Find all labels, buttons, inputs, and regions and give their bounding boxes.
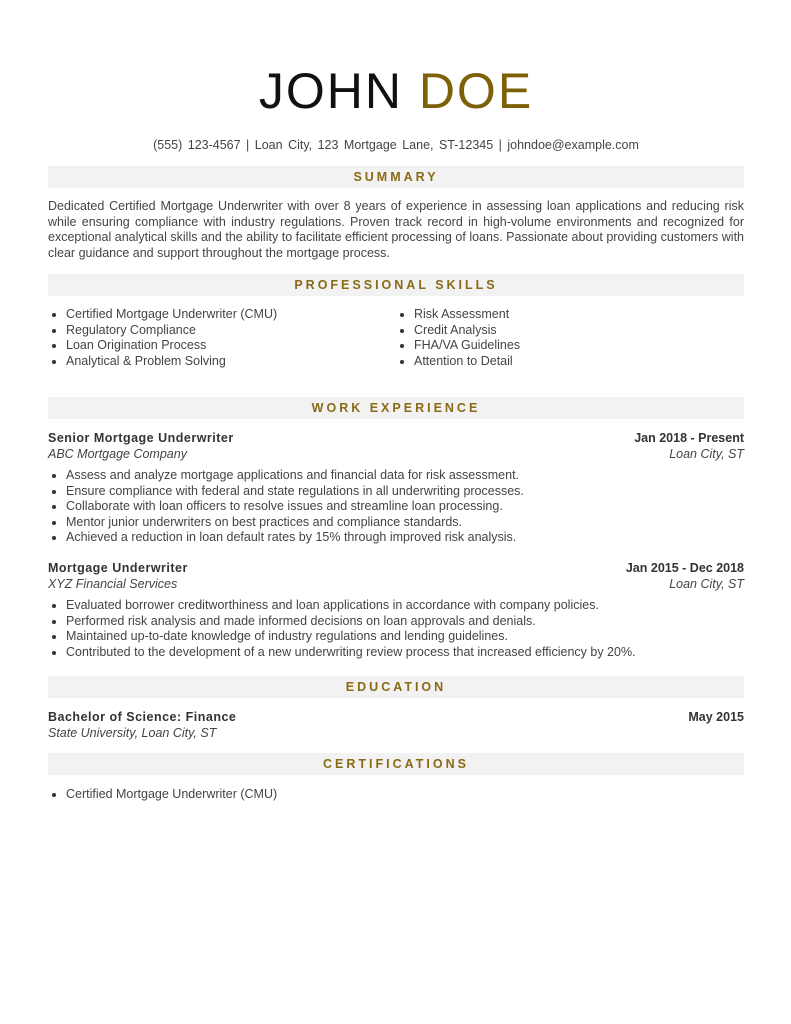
- skill-item: Credit Analysis: [396, 323, 736, 339]
- summary-text: Dedicated Certified Mortgage Underwriter with over 8 years of experience in assessing loan applications and reducing risk while ensuring compliance with industry regulations. Proven track record in high-volume environments and recognized for exceptional analytical skills and the ability to facilitate efficient processing of loans. Passionate about providing customers with clear guidance and support throughout the mortgage process.: [48, 199, 744, 260]
- section-heading-summary: SUMMARY: [48, 166, 744, 188]
- job-title: Mortgage Underwriter: [48, 561, 188, 575]
- job-header: [48, 431, 744, 462]
- skill-item: Certified Mortgage Underwriter (CMU): [48, 307, 388, 323]
- job-bullet: Performed risk analysis and made informed decisions on loan approvals and denials.: [48, 614, 744, 630]
- job-header: [48, 561, 744, 592]
- section-heading-certifications: CERTIFICATIONS: [48, 753, 744, 775]
- job-bullet: Assess and analyze mortgage applications and financial data for risk assessment.: [48, 468, 744, 484]
- job-bullet: Evaluated borrower creditworthiness and loan applications in accordance with company policies.: [48, 598, 744, 614]
- job-bullet: Mentor junior underwriters on best practices and compliance standards.: [48, 515, 744, 531]
- job-bullets: [48, 468, 744, 546]
- job-entry: [48, 561, 744, 660]
- job-dates: Jan 2018 - Present: [634, 431, 744, 445]
- job-dates: Jan 2015 - Dec 2018: [625, 561, 744, 575]
- job-entry: [48, 431, 744, 546]
- job-bullet: Collaborate with loan officers to resolve issues and streamline loan processing.: [48, 499, 744, 515]
- graduation-date: May 2015: [688, 710, 744, 724]
- candidate-name: [48, 62, 744, 120]
- education-header: [48, 710, 744, 741]
- education-entry: [48, 710, 744, 741]
- skill-item: Attention to Detail: [396, 354, 736, 370]
- section-heading-skills: PROFESSIONAL SKILLS: [48, 274, 744, 296]
- section-heading-experience: WORK EXPERIENCE: [48, 397, 744, 419]
- skill-item: FHA/VA Guidelines: [396, 338, 736, 354]
- skills-list-right: [396, 307, 736, 369]
- job-bullets: [48, 598, 744, 660]
- degree: Bachelor of Science: Finance: [48, 710, 237, 724]
- certifications-list: [48, 787, 744, 803]
- job-company: ABC Mortgage Company: [48, 446, 187, 461]
- last-name: DOE: [418, 63, 534, 119]
- first-name: JOHN: [258, 63, 403, 119]
- job-company: XYZ Financial Services: [48, 576, 178, 591]
- school: State University, Loan City, ST: [48, 725, 217, 740]
- contact-line: (555) 123-4567 | Loan City, 123 Mortgage Lane, ST-12345 | johndoe@example.com: [153, 138, 639, 152]
- skill-item: Risk Assessment: [396, 307, 736, 323]
- job-location: Loan City, ST: [669, 576, 744, 591]
- skill-item: Analytical & Problem Solving: [48, 354, 388, 370]
- skills-list-left: [48, 307, 388, 369]
- job-bullet: Contributed to the development of a new underwriting review process that increased efficiency by 20%.: [48, 645, 744, 661]
- job-bullet: Achieved a reduction in loan default rates by 15% through improved risk analysis.: [48, 530, 744, 546]
- section-heading-education: EDUCATION: [48, 676, 744, 698]
- job-location: Loan City, ST: [669, 446, 744, 461]
- job-title: Senior Mortgage Underwriter: [48, 431, 234, 445]
- skill-item: Loan Origination Process: [48, 338, 388, 354]
- certification-item: Certified Mortgage Underwriter (CMU): [48, 787, 744, 803]
- job-bullet: Ensure compliance with federal and state regulations in all underwriting processes.: [48, 484, 744, 500]
- job-bullet: Maintained up-to-date knowledge of industry regulations and lending guidelines.: [48, 629, 744, 645]
- skill-item: Regulatory Compliance: [48, 323, 388, 339]
